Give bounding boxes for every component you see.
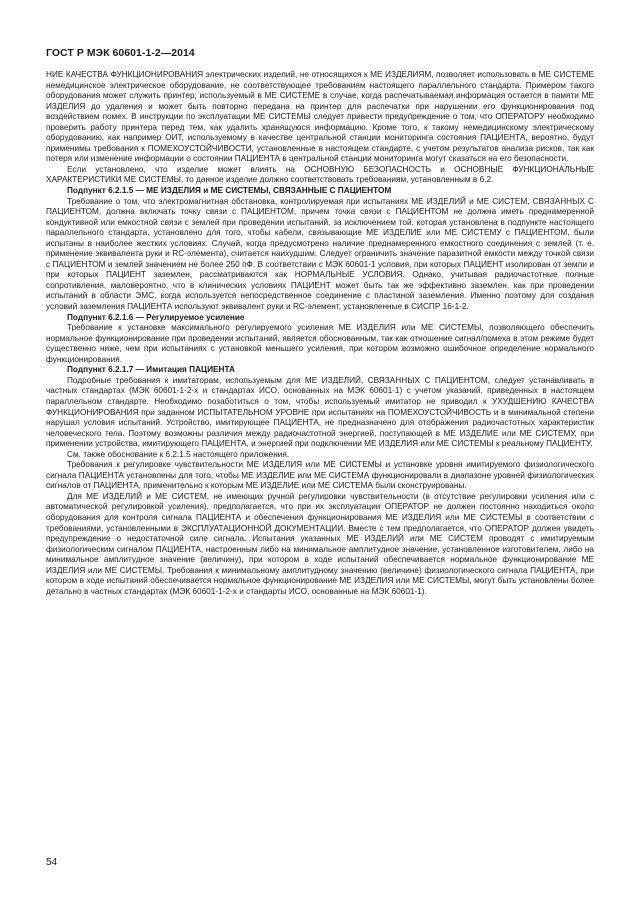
standard-designation: ГОСТ Р МЭК 60601-1-2—2014: [46, 48, 195, 59]
document-page: [46, 48, 594, 597]
paragraph: Требования к регулировке чувствительности МЕ ИЗДЕЛИЯ или МЕ СИСТЕМЫ и установке уровня имитируемого физиологического сигнала ПАЦИЕНТА установлены для того, чтобы МЕ ИЗДЕЛИЕ или МЕ СИСТЕМА функционировали в диапазоне уровней физиологических сигналов от ПАЦИЕНТА, применительно к которым МЕ ИЗДЕЛИЕ или МЕ СИСТЕМА были сконструированы.: [46, 460, 594, 491]
page-number: 54: [46, 857, 58, 868]
subclause-heading: Подпункт 6.2.1.7 — Имитация ПАЦИЕНТА: [67, 365, 235, 375]
paragraph: Если установлено, что изделие может влиять на ОСНОВНУЮ БЕЗОПАСНОСТЬ и ОСНОВНЫЕ ФУНКЦИОНАЛЬНЫЕ ХАРАКТЕРИСТИКИ МЕ СИСТЕМЫ, то данное изделие должно соответствовать требованиям, установленным в 6.2.: [46, 164, 594, 185]
paragraph: Требование к установке максимального регулируемого усиления МЕ ИЗДЕЛИЯ или МЕ СИСТЕМЫ, позволяющего обеспечить нормальное функционирование при проведении испытаний, является обоснованным, так как отношение сигнал/помеха в этом режиме будет существенно ниже, чем при испытаниях с установкой меньшего усиления, при котором возможно ошибочное определение нормального функционирования.: [46, 323, 594, 364]
paragraph: Требование о том, что электромагнитная обстановка, контролируемая при испытаниях МЕ ИЗДЕЛИЙ и МЕ СИСТЕМ, СВЯЗАННЫХ С ПАЦИЕНТОМ, должна включать точку связи с ПАЦИЕНТОМ, причем точка связи с ПАЦИЕНТОМ не должна иметь преднамеренной кондуктивной или емкостной связи с землей при проведении испытаний, за исключением той, которая установлена в подпункте настоящего параллельного стандарта, установлено для того, чтобы кабели, связывающие МЕ ИЗДЕЛИЕ или МЕ СИСТЕМУ с ПАЦИЕНТОМ, были испытаны в наиболее жестких условиях. Случай, когда предусмотрено наличие преднамеренного емкостного соединения с землей (т. е. применение эквивалента руки и RC-элемента), считается наихудшим. Следует ограничить значение паразитной емкости между точкой связи с ПАЦИЕНТОМ и землей значением не более 250 пФ. В соответствии с МЭК 60601-1 условия, при которых ПАЦИЕНТ изолирован от земли и при которых ПАЦИЕНТ заземлен, рассматриваются как НОРМАЛЬНЫЕ УСЛОВИЯ. Однако, учитывая радиочастотные полные сопротивления, маловероятно, что в клинических условиях ПАЦИЕНТ может быть так же эффективно заземлен, как при проведении испытаний в области ЭМС, когда используется непосредственное соединение с пластиной заземления. Именно поэтому для создания условий заземления ПАЦИЕНТА используют эквивалент руки и RC-элемент, установленные в СИСПР 16-1-2.: [46, 196, 594, 312]
body-text: [46, 70, 594, 597]
subclause-heading: Подпункт 6.2.1.5 — МЕ ИЗДЕЛИЯ и МЕ СИСТЕМЫ, СВЯЗАННЫЕ С ПАЦИЕНТОМ: [67, 186, 392, 196]
paragraph: Для МЕ ИЗДЕЛИЙ и МЕ СИСТЕМ, не имеющих ручной регулировки чувствительности (в отсутствие регулировки усиления или с автоматической регулировкой усиления), предполагается, что при их эксплуатации ОПЕРАТОР не должен постоянно находиться около оборудования для контроля сигнала ПАЦИЕНТА и обеспечения функционирования МЕ ИЗДЕЛИЯ или МЕ СИСТЕМЫ в соответствии с требованиями, установленными в ЭКСПЛУАТАЦИОННОЙ ДОКУМЕНТАЦИИ. Вместе с тем предполагается, что ОПЕРАТОР должен увидеть предупреждение о недостаточной силе сигнала. Испытания указанных МЕ ИЗДЕЛИЙ или МЕ СИСТЕМ проводят с имитируемым физиологическим сигналом ПАЦИЕНТА, настроенным либо на минимальное амплитудное значение, установленное изготовителем, либо на минимальное амплитудное значение (величину), при котором в ходе испытаний обеспечивается нормальное функционирование МЕ ИЗДЕЛИЯ или МЕ СИСТЕМЫ. Требования к минимальному амплитудному значению (величине) физиологического сигнала ПАЦИЕНТА, при котором в ходе испытаний обеспечивается нормальное функционирование МЕ ИЗДЕЛИЯ или МЕ СИСТЕМЫ, могут быть установлены более детально в частных стандартах (МЭК 60601-1-2-х и стандарты ИСО, основанные на МЭК 60601-1).: [46, 491, 594, 596]
subclause-heading: Подпункт 6.2.1.6 — Регулируемое усиление: [67, 312, 245, 322]
paragraph: См. также обоснование к 6.2.1.5 настоящего приложения.: [67, 449, 290, 459]
paragraph: Подробные требования к имитаторам, используемым для МЕ ИЗДЕЛИЙ, СВЯЗАННЫХ С ПАЦИЕНТОМ, следует устанавливать в частных стандартах (МЭК 60601-1-2-х и стандартах ИСО, основанных на МЭК 60601-1) с учетом указаний, приведенных в настоящем параллельном стандарте. Необходимо позаботиться о том, чтобы используемый имитатор не приводил к УХУДШЕНИЮ КАЧЕСТВА ФУНКЦИОНИРОВАНИЯ при заданном ИСПЫТАТЕЛЬНОМ УРОВНЕ при испытаниях на ПОМЕХОУСТОЙЧИВОСТЬ и в минимальной степени нарушал условия испытаний. Устройство, имитирующее ПАЦИЕНТА, не предназначено для отображения радиочастотных характеристик человеческого тела. Поэтому возможны различия между радиочастотной энергией, поступающей в МЕ ИЗДЕЛИЕ или МЕ СИСТЕМУ, при применении устройства, имитирующего ПАЦИЕНТА, и энергией при подключении МЕ ИЗДЕЛИЯ или МЕ СИСТЕМЫ к реальному ПАЦИЕНТУ.: [46, 375, 594, 449]
paragraph: НИЕ КАЧЕСТВА ФУНКЦИОНИРОВАНИЯ электрических изделий, не относящихся к МЕ ИЗДЕЛИЯМ, позволяет использовать в МЕ СИСТЕМЕ немедицинское электрическое оборудование, не соответствующее требованиям настоящего параллельного стандарта. Примером такого оборудования может служить принтер, используемый в МЕ СИСТЕМЕ в случае, когда распечатываемая информация остается в памяти МЕ ИЗДЕЛИЯ до удаления и может быть повторно передана на принтер для распечатки при нарушении его функционирования под воздействием помех. В инструкции по эксплуатации МЕ СИСТЕМЫ следует привести предупреждение о том, что ОПЕРАТОРУ необходимо проверить работу принтера перед тем, как удалить хранящуюся информацию. Кроме того, к такому немедицинскому электрическому оборудованию, как например ОИТ, используемому в качестве центральной станции мониторинга состояния ПАЦИЕНТА, вероятно, будут применимы требования к ПОМЕХОУСТОЙЧИВОСТИ, установленные в настоящем стандарте, с учетом результатов анализа рисков, так как потеря или изменение информации о состоянии ПАЦИЕНТА в центральной станции мониторинга могут сказаться на его безопасности.: [46, 70, 594, 164]
